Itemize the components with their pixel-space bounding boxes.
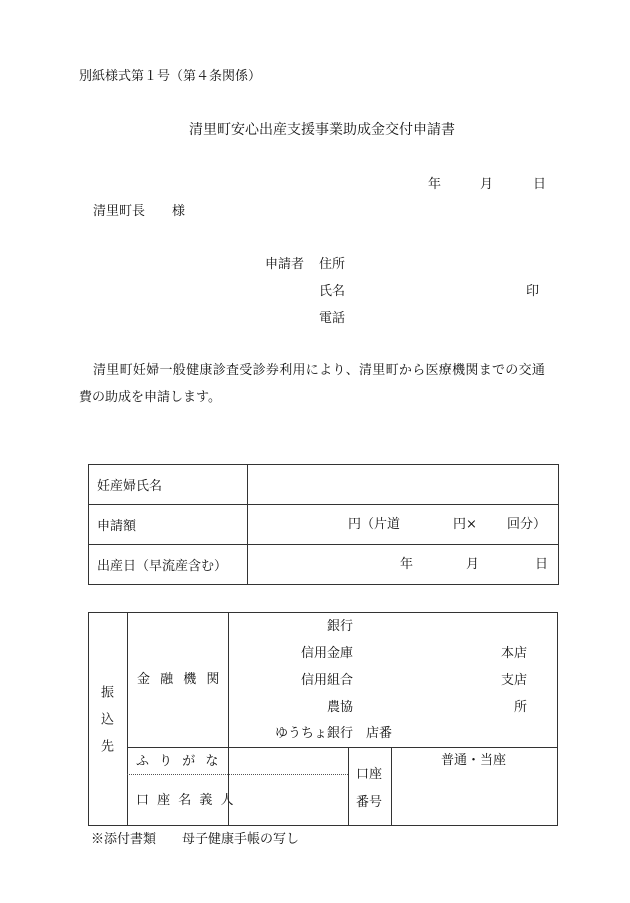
body-text-line1: 清里町妊婦一般健康診査受診券利用により、清里町から医療機関までの交通 (93, 363, 546, 378)
birth-year: 年 (400, 557, 414, 572)
phone-label: 電話 (319, 311, 346, 326)
account-number-field[interactable] (392, 773, 557, 825)
addressee: 清里町長 (93, 204, 146, 219)
amount-yen-times: 円× (453, 517, 477, 532)
divider (127, 613, 128, 825)
seal-mark: 印 (526, 284, 540, 299)
honten-label: 本店 (501, 646, 528, 661)
nokyo-label: 農協 (327, 700, 354, 715)
furigana-field[interactable] (229, 748, 348, 774)
birth-date-field[interactable] (248, 545, 559, 585)
body-text-line2: 費の助成を申請します。 (79, 390, 221, 405)
kumiai-label: 信用組合 (301, 673, 354, 688)
amount-label: 申請額 (89, 505, 248, 545)
applicant-label: 申請者 (265, 257, 305, 272)
amount-times: 回分） (507, 517, 547, 532)
address-label: 住所 (319, 257, 346, 272)
account-holder-field[interactable] (229, 775, 348, 825)
sho-label: 所 (514, 700, 528, 715)
application-table (88, 464, 559, 585)
form-title: 清里町安心出産支援事業助成金交付申請書 (189, 122, 455, 138)
account-holder-label: 口 座 名 義 人 (136, 793, 236, 808)
institution-label: 金 融 機 関 (137, 672, 223, 687)
date-day: 日 (533, 177, 547, 192)
account-number-label-2: 番号 (356, 795, 383, 810)
pregnant-name-label: 妊産婦氏名 (89, 465, 248, 505)
bank-label: 銀行 (327, 619, 354, 634)
table-row (89, 505, 559, 545)
table-row (89, 465, 559, 505)
birth-day: 日 (535, 557, 549, 572)
date-month: 月 (480, 177, 494, 192)
account-number-label-1: 口座 (356, 767, 383, 782)
furigana-label: ふ り が な (136, 754, 222, 769)
birth-date-label: 出産日（早流産含む） (89, 545, 248, 585)
shiten-label: 支店 (501, 673, 528, 688)
attachment-note: ※添付書類 母子健康手帳の写し (91, 832, 300, 847)
divider (348, 747, 349, 825)
amount-yen: 円（片道 (348, 517, 401, 532)
name-label: 氏名 (319, 284, 346, 299)
pregnant-name-field[interactable] (248, 465, 559, 505)
table-row (89, 545, 559, 585)
amount-field[interactable] (248, 505, 559, 545)
yucho-label: ゆうちょ銀行 店番 (275, 726, 393, 741)
account-type-label: 普通・当座 (441, 753, 507, 768)
honorific: 様 (172, 204, 186, 219)
date-year: 年 (428, 177, 442, 192)
transfer-destination-label: 振込先 (98, 685, 113, 766)
shinkin-label: 信用金庫 (301, 646, 354, 661)
bank-transfer-table (88, 612, 558, 826)
birth-month: 月 (466, 557, 480, 572)
form-number: 別紙様式第１号（第４条関係） (79, 69, 262, 84)
